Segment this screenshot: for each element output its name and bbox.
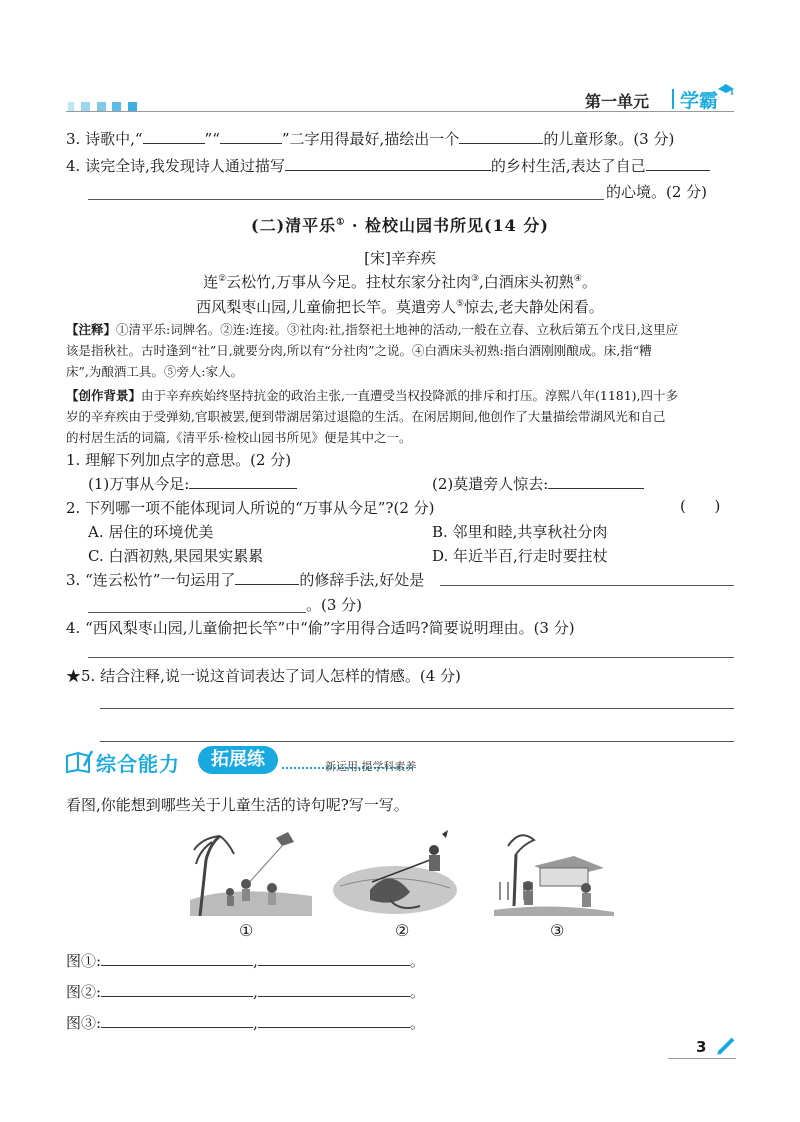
page-number: 3: [696, 1038, 707, 1056]
option-a[interactable]: A. 居住的环境优美: [88, 523, 214, 541]
notes-block: 【注释】①清平乐:词牌名。②连:连接。③社肉:社,指祭祀土地神的活动,一般在立春、立秋后第五个戊日,这里应 该是指秋社。古时逢到“社”日,就要分肉,所以有“分社肉”之说。④白酒床头初熟:指白酒刚刚酿成。床,指“糟 床”,为酿酒工具。⑤旁人:家人。: [66, 322, 679, 379]
answer-blank[interactable]: [285, 169, 491, 171]
illustration-fishing: [330, 830, 460, 916]
question-5: ★5. 结合注释,说一说这首词表达了词人怎样的情感。(4 分): [66, 667, 461, 685]
poem-line-1: 连②云松竹,万事从今足。拄杖东家分社肉③,白酒床头初熟④。: [203, 273, 597, 291]
question-3-poem1: 3. 诗歌中,“ ”“ ”二字用得最好,描绘出一个 的儿童形象。(3 分): [66, 130, 675, 148]
unit-title: 第一单元: [585, 92, 650, 111]
option-c[interactable]: C. 白酒初熟,果园果实累累: [88, 547, 264, 565]
answer-blank[interactable]: [258, 1026, 410, 1028]
question-2: 2. 下列哪一项不能体现词人所说的“万事从今足”?(2 分): [66, 499, 435, 517]
brand-logo: 学霸: [680, 90, 719, 112]
answer-blank[interactable]: [258, 995, 410, 997]
question-3-end: 。(3 分): [306, 596, 363, 614]
answer-line[interactable]: [88, 657, 734, 658]
answer-line[interactable]: [100, 708, 734, 709]
answer-blank[interactable]: [143, 142, 205, 144]
header-decoration: [68, 97, 137, 115]
picture-prompt: 看图,你能想到哪些关于儿童生活的诗句呢?写一写。: [66, 796, 409, 814]
answer-blank[interactable]: [258, 964, 410, 966]
poem-author: [宋]辛弃疾: [364, 249, 436, 267]
answer-blank[interactable]: [101, 1026, 253, 1028]
answer-line[interactable]: [88, 199, 604, 200]
answer-blank[interactable]: [101, 995, 253, 997]
banner-subtitle: 新运用,提学科素养: [325, 760, 417, 773]
illustration-village-children: [494, 826, 614, 916]
answer-blank[interactable]: [548, 487, 644, 489]
brand-cap-icon: [716, 82, 736, 96]
answer-blank[interactable]: [235, 583, 299, 585]
banner-badge: 拓展练: [198, 746, 278, 774]
answer-line[interactable]: [440, 585, 734, 586]
answer-blank[interactable]: [189, 487, 297, 489]
answer-paren[interactable]: ( ): [680, 497, 721, 515]
question-4-poem2: 4. “西风梨枣山园,儿童偷把长竿”中“偷”字用得合适吗?简要说明理由。(3 分): [66, 619, 575, 637]
illustration-kite-flying: [190, 830, 312, 916]
question-3-poem2: 3. “连云松竹”一句运用了 的修辞手法,好处是: [66, 571, 425, 589]
section-title: (二)清平乐① · 检校山园书所见(14 分): [251, 216, 549, 235]
caption-3: ③: [550, 921, 565, 940]
option-b[interactable]: B. 邻里和睦,共享秋社分肉: [432, 523, 608, 541]
question-4-end: 的心境。(2 分): [606, 183, 708, 201]
background-block: 【创作背景】由于辛弃疾始终坚持抗金的政治主张,一直遭受当权投降派的排斥和打压。淳熙八年(1181),四十多 岁的辛弃疾由于受弹劾,官职被罢,便到带湖居第过退隐的生活。在闲居期间,他创作了大量描绘带湖风光和自己 的村居生活的词篇,《清平乐·检校山园书所见》便是其中之一。: [66, 388, 679, 445]
answer-blank[interactable]: [646, 169, 710, 171]
picture-answer-row-2: 图②: , 。: [66, 983, 425, 1001]
question-4-poem1: 4. 读完全诗,我发现诗人通过描写 的乡村生活,表达了自己: [66, 155, 710, 176]
question-1-b: (2)莫遣旁人惊去:: [432, 473, 644, 494]
option-d[interactable]: D. 年近半百,行走时要拄杖: [432, 547, 608, 565]
picture-answer-row-1: 图①: , 。: [66, 952, 425, 970]
brand-divider: [672, 89, 674, 109]
pencil-icon: [716, 1036, 736, 1056]
header-rule: [66, 111, 734, 112]
question-1-a: (1)万事从今足:: [88, 473, 297, 494]
picture-answer-row-3: 图③: , 。: [66, 1014, 425, 1032]
footer-rule: [668, 1058, 736, 1059]
answer-blank[interactable]: [101, 964, 253, 966]
banner-title: 综合能力: [96, 752, 180, 776]
answer-line[interactable]: [100, 741, 734, 742]
caption-2: ②: [395, 921, 410, 940]
answer-blank[interactable]: [459, 142, 543, 144]
question-1: 1. 理解下列加点字的意思。(2 分): [66, 451, 292, 469]
answer-line[interactable]: [88, 612, 306, 613]
caption-1: ①: [239, 921, 254, 940]
pencil-book-icon: [64, 748, 94, 774]
poem-line-2: 西风梨枣山园,儿童偷把长竿。莫遣旁人⑤惊去,老夫静处闲看。: [196, 298, 604, 316]
answer-blank[interactable]: [220, 142, 282, 144]
